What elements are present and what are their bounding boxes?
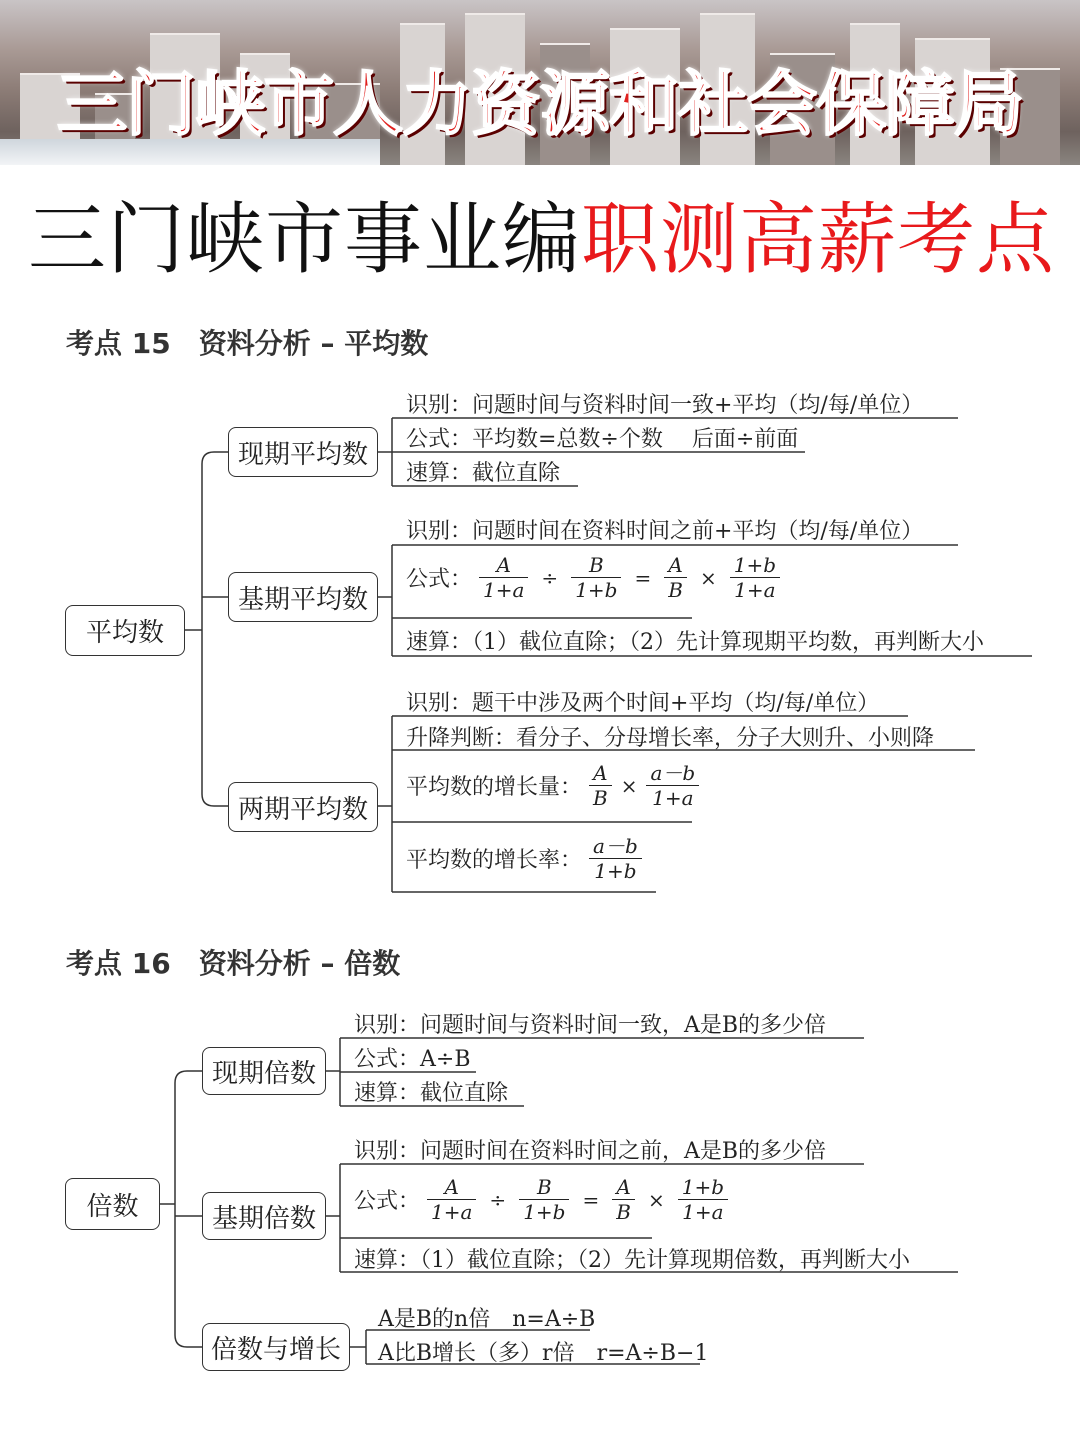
formula-label: 公式： xyxy=(354,1189,421,1214)
current-average-speed: 速算：截位直除 xyxy=(406,461,561,486)
base-average-identify: 识别：问题时间在资料时间之前+平均（均/每/单位） xyxy=(406,519,924,544)
multiple-growth-line2: A比B增长（多）r倍 r=A÷B−1 xyxy=(378,1341,709,1366)
fraction-a-over-1a: $\frac{A}{1+a}$ xyxy=(427,1175,476,1224)
two-period-growth-amount xyxy=(406,761,699,810)
fraction-1b-over-1a: $\frac{1+b}{1+a}$ xyxy=(678,1175,728,1224)
node-two-period-average: 两期平均数 xyxy=(228,782,378,832)
section-heading-15: 考点 15 资料分析 – 平均数 xyxy=(66,327,429,360)
base-multiple-formula xyxy=(354,1175,728,1224)
current-average-formula: 公式：平均数=总数÷个数 后面÷前面 xyxy=(406,427,799,452)
times-sign: × xyxy=(699,565,717,590)
two-period-identify: 识别：题干中涉及两个时间+平均（均/每/单位） xyxy=(406,691,880,716)
current-multiple-formula: 公式：A÷B xyxy=(354,1047,471,1072)
fraction-a-over-1a: $\frac{A}{1+a}$ xyxy=(479,553,528,602)
node-base-multiple: 基期倍数 xyxy=(202,1192,326,1240)
equals-sign: = xyxy=(634,565,652,590)
fraction-a-over-b: $\frac{A}{B}$ xyxy=(664,553,687,602)
fraction-a-over-b: $\frac{A}{B}$ xyxy=(612,1175,635,1224)
fraction-b-over-1b: $\frac{B}{1+b}$ xyxy=(571,553,621,602)
times-sign: × xyxy=(620,773,638,798)
root-node-average: 平均数 xyxy=(65,605,185,656)
two-period-growth-rate xyxy=(406,834,642,883)
multiple-growth-line1: A是B的n倍 n=A÷B xyxy=(378,1307,596,1332)
fraction-1b-over-1a: $\frac{1+b}{1+a}$ xyxy=(730,553,780,602)
growth-rate-label: 平均数的增长率： xyxy=(406,848,583,873)
banner-title: 三门峡市人力资源和社会保障局 xyxy=(57,63,1023,145)
times-sign: × xyxy=(647,1187,665,1212)
current-average-identify: 识别：问题时间与资料时间一致+平均（均/每/单位） xyxy=(406,393,924,418)
node-base-average: 基期平均数 xyxy=(228,572,378,622)
growth-amount-label: 平均数的增长量： xyxy=(406,775,583,800)
divide-sign: ÷ xyxy=(541,565,559,590)
headline-black-part: 三门峡市事业编 xyxy=(28,195,582,285)
current-multiple-speed: 速算：截位直除 xyxy=(354,1081,509,1106)
node-multiple-and-growth: 倍数与增长 xyxy=(202,1323,350,1371)
node-current-multiple: 现期倍数 xyxy=(202,1047,326,1095)
root-node-multiple: 倍数 xyxy=(65,1178,160,1230)
fraction-a-over-b: $\frac{A}{B}$ xyxy=(589,761,612,810)
fraction-amb-over-1b: $\frac{a-b}{1+b}$ xyxy=(589,834,642,883)
base-average-speed: 速算：（1）截位直除；（2）先计算现期平均数，再判断大小 xyxy=(406,630,984,655)
fraction-amb-over-1a: $\frac{a-b}{1+a}$ xyxy=(646,761,699,810)
node-current-average: 现期平均数 xyxy=(228,427,378,477)
divide-sign: ÷ xyxy=(489,1187,507,1212)
base-multiple-identify: 识别：问题时间在资料时间之前，A是B的多少倍 xyxy=(354,1139,827,1164)
section-heading-16: 考点 16 资料分析 – 倍数 xyxy=(66,947,401,980)
equals-sign: = xyxy=(582,1187,600,1212)
two-period-trend: 升降判断：看分子、分母增长率，分子大则升、小则降 xyxy=(406,726,935,751)
fraction-b-over-1b: $\frac{B}{1+b}$ xyxy=(519,1175,569,1224)
base-average-formula xyxy=(406,553,780,602)
headline-red-part: 职测高薪考点 xyxy=(581,195,1056,285)
current-multiple-identify: 识别：问题时间与资料时间一致，A是B的多少倍 xyxy=(354,1013,827,1038)
formula-label: 公式： xyxy=(406,567,473,592)
base-multiple-speed: 速算：（1）截位直除；（2）先计算现期倍数，再判断大小 xyxy=(354,1248,910,1273)
